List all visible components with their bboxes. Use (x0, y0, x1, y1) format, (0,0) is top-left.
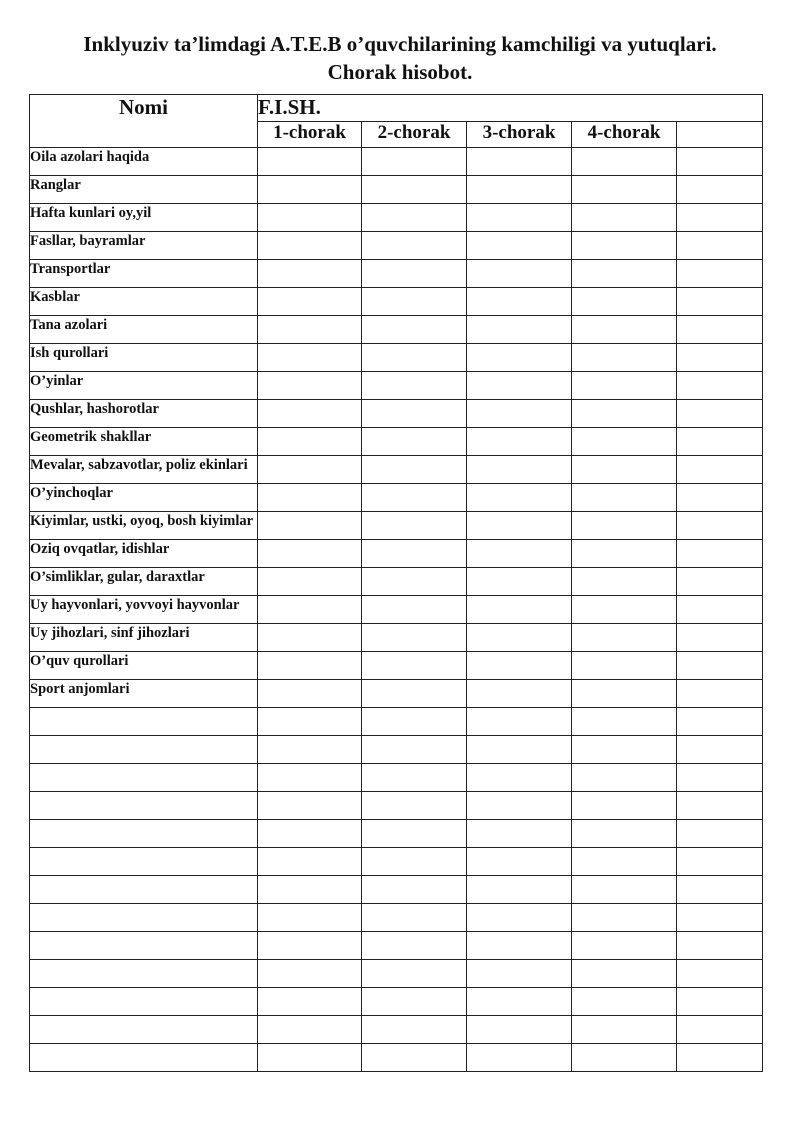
quarter-cell[interactable] (467, 876, 572, 904)
quarter-cell[interactable] (572, 400, 677, 428)
table-row (30, 960, 763, 988)
quarter-cell[interactable] (258, 148, 362, 176)
quarter-cell[interactable] (677, 316, 763, 344)
quarter-cell[interactable] (467, 204, 572, 232)
quarter-cell[interactable] (362, 652, 467, 680)
table-row (30, 372, 763, 400)
column-header-blank (677, 122, 763, 148)
quarter-cell[interactable] (467, 792, 572, 820)
quarter-cell[interactable] (572, 316, 677, 344)
quarter-cell[interactable] (258, 1044, 362, 1072)
quarter-cell[interactable] (677, 848, 763, 876)
quarter-cell[interactable] (677, 708, 763, 736)
quarter-cell[interactable] (362, 344, 467, 372)
quarter-cell[interactable] (677, 652, 763, 680)
quarter-cell[interactable] (258, 764, 362, 792)
quarter-cell[interactable] (258, 904, 362, 932)
quarter-cell[interactable] (362, 792, 467, 820)
quarter-cell[interactable] (362, 680, 467, 708)
quarter-cell[interactable] (362, 960, 467, 988)
report-table (29, 94, 763, 1072)
row-topic: O’quv qurollari (30, 652, 258, 680)
table-row (30, 288, 763, 316)
quarter-cell[interactable] (677, 428, 763, 456)
table-row (30, 512, 763, 540)
column-header-quarter-1: 1-chorak (258, 122, 362, 148)
quarter-cell[interactable] (572, 736, 677, 764)
quarter-cell[interactable] (572, 960, 677, 988)
header-row-1 (30, 95, 763, 122)
quarter-cell[interactable] (572, 568, 677, 596)
quarter-cell[interactable] (467, 848, 572, 876)
quarter-cell[interactable] (362, 848, 467, 876)
quarter-cell[interactable] (572, 372, 677, 400)
quarter-cell[interactable] (572, 848, 677, 876)
quarter-cell[interactable] (362, 904, 467, 932)
quarter-cell[interactable] (467, 680, 572, 708)
quarter-cell[interactable] (572, 764, 677, 792)
table-row (30, 428, 763, 456)
row-topic: Oila azolari haqida (30, 148, 258, 176)
quarter-cell[interactable] (677, 904, 763, 932)
quarter-cell[interactable] (258, 316, 362, 344)
quarter-cell[interactable] (362, 288, 467, 316)
table-row (30, 232, 763, 260)
quarter-cell[interactable] (467, 372, 572, 400)
quarter-cell[interactable] (467, 344, 572, 372)
quarter-cell[interactable] (467, 988, 572, 1016)
quarter-cell[interactable] (677, 960, 763, 988)
table-body (30, 148, 763, 1072)
quarter-cell[interactable] (362, 876, 467, 904)
quarter-cell[interactable] (467, 428, 572, 456)
quarter-cell[interactable] (362, 1044, 467, 1072)
column-header-quarter-3: 3-chorak (467, 122, 572, 148)
quarter-cell[interactable] (677, 568, 763, 596)
quarter-cell[interactable] (467, 624, 572, 652)
quarter-cell[interactable] (362, 764, 467, 792)
quarter-cell[interactable] (258, 344, 362, 372)
quarter-cell[interactable] (677, 1044, 763, 1072)
quarter-cell[interactable] (677, 876, 763, 904)
quarter-cell[interactable] (467, 232, 572, 260)
row-topic: O’yinlar (30, 372, 258, 400)
quarter-cell[interactable] (572, 540, 677, 568)
quarter-cell[interactable] (467, 960, 572, 988)
quarter-cell[interactable] (677, 148, 763, 176)
quarter-cell[interactable] (467, 708, 572, 736)
row-topic: Oziq ovqatlar, idishlar (30, 540, 258, 568)
table-row (30, 848, 763, 876)
quarter-cell[interactable] (258, 736, 362, 764)
quarter-cell[interactable] (467, 456, 572, 484)
table-row (30, 820, 763, 848)
row-topic (30, 932, 258, 960)
quarter-cell[interactable] (362, 260, 467, 288)
quarter-cell[interactable] (467, 596, 572, 624)
quarter-cell[interactable] (572, 204, 677, 232)
table-row (30, 204, 763, 232)
row-topic: Uy jihozlari, sinf jihozlari (30, 624, 258, 652)
quarter-cell[interactable] (362, 428, 467, 456)
quarter-cell[interactable] (467, 1044, 572, 1072)
table-row (30, 876, 763, 904)
quarter-cell[interactable] (467, 288, 572, 316)
quarter-cell[interactable] (258, 848, 362, 876)
row-topic (30, 792, 258, 820)
table-row (30, 400, 763, 428)
table-row (30, 540, 763, 568)
row-topic: Mevalar, sabzavotlar, poliz ekinlari (30, 456, 258, 484)
quarter-cell[interactable] (572, 260, 677, 288)
quarter-cell[interactable] (362, 484, 467, 512)
quarter-cell[interactable] (467, 316, 572, 344)
quarter-cell[interactable] (362, 148, 467, 176)
row-topic: Kiyimlar, ustki, oyoq, bosh kiyimlar (30, 512, 258, 540)
title-line-2: Chorak hisobot. (327, 60, 473, 84)
quarter-cell[interactable] (258, 260, 362, 288)
quarter-cell[interactable] (572, 232, 677, 260)
quarter-cell[interactable] (258, 596, 362, 624)
row-topic: Ranglar (30, 176, 258, 204)
row-topic (30, 764, 258, 792)
quarter-cell[interactable] (572, 456, 677, 484)
quarter-cell[interactable] (362, 988, 467, 1016)
quarter-cell[interactable] (467, 400, 572, 428)
quarter-cell[interactable] (362, 624, 467, 652)
quarter-cell[interactable] (467, 512, 572, 540)
quarter-cell[interactable] (572, 904, 677, 932)
row-topic: Fasllar, bayramlar (30, 232, 258, 260)
quarter-cell[interactable] (677, 1016, 763, 1044)
quarter-cell[interactable] (677, 400, 763, 428)
table-row (30, 316, 763, 344)
quarter-cell[interactable] (677, 344, 763, 372)
quarter-cell[interactable] (258, 988, 362, 1016)
quarter-cell[interactable] (572, 792, 677, 820)
row-topic: Uy hayvonlari, yovvoyi hayvonlar (30, 596, 258, 624)
quarter-cell[interactable] (362, 512, 467, 540)
row-topic: Kasblar (30, 288, 258, 316)
row-topic (30, 708, 258, 736)
quarter-cell[interactable] (362, 932, 467, 960)
quarter-cell[interactable] (572, 288, 677, 316)
quarter-cell[interactable] (677, 680, 763, 708)
quarter-cell[interactable] (677, 288, 763, 316)
quarter-cell[interactable] (677, 484, 763, 512)
row-topic: Ish qurollari (30, 344, 258, 372)
quarter-cell[interactable] (258, 876, 362, 904)
row-topic: Qushlar, hashorotlar (30, 400, 258, 428)
row-topic: Geometrik shakllar (30, 428, 258, 456)
quarter-cell[interactable] (258, 792, 362, 820)
quarter-cell[interactable] (572, 176, 677, 204)
row-topic (30, 1016, 258, 1044)
table-row (30, 764, 763, 792)
quarter-cell[interactable] (258, 1016, 362, 1044)
table-row (30, 1016, 763, 1044)
title-line-1: Inklyuziv ta’limdagi A.T.E.B o’quvchilarining kamchiligi va yutuqlari. (83, 32, 717, 56)
quarter-cell[interactable] (572, 1044, 677, 1072)
quarter-cell[interactable] (258, 652, 362, 680)
quarter-cell[interactable] (467, 652, 572, 680)
table-row (30, 1044, 763, 1072)
row-topic (30, 988, 258, 1016)
quarter-cell[interactable] (362, 820, 467, 848)
quarter-cell[interactable] (467, 484, 572, 512)
table-row (30, 904, 763, 932)
quarter-cell[interactable] (677, 204, 763, 232)
row-topic (30, 820, 258, 848)
row-topic (30, 848, 258, 876)
quarter-cell[interactable] (572, 876, 677, 904)
quarter-cell[interactable] (467, 1016, 572, 1044)
table-row (30, 260, 763, 288)
table-row (30, 568, 763, 596)
row-topic (30, 736, 258, 764)
table-row (30, 792, 763, 820)
quarter-cell[interactable] (258, 400, 362, 428)
row-topic (30, 1044, 258, 1072)
table-row (30, 624, 763, 652)
quarter-cell[interactable] (572, 512, 677, 540)
quarter-cell[interactable] (258, 568, 362, 596)
table-row (30, 708, 763, 736)
quarter-cell[interactable] (258, 820, 362, 848)
page-title (0, 30, 800, 86)
row-topic: Hafta kunlari oy,yil (30, 204, 258, 232)
quarter-cell[interactable] (572, 1016, 677, 1044)
quarter-cell[interactable] (258, 960, 362, 988)
row-topic (30, 904, 258, 932)
quarter-cell[interactable] (572, 932, 677, 960)
quarter-cell[interactable] (467, 568, 572, 596)
row-topic: O’simliklar, gular, daraxtlar (30, 568, 258, 596)
quarter-cell[interactable] (258, 484, 362, 512)
quarter-cell[interactable] (467, 260, 572, 288)
quarter-cell[interactable] (572, 708, 677, 736)
quarter-cell[interactable] (677, 596, 763, 624)
column-header-quarter-4: 4-chorak (572, 122, 677, 148)
quarter-cell[interactable] (677, 792, 763, 820)
quarter-cell[interactable] (362, 456, 467, 484)
quarter-cell[interactable] (467, 736, 572, 764)
quarter-cell[interactable] (362, 204, 467, 232)
quarter-cell[interactable] (467, 904, 572, 932)
quarter-cell[interactable] (677, 736, 763, 764)
table-row (30, 484, 763, 512)
quarter-cell[interactable] (677, 820, 763, 848)
quarter-cell[interactable] (362, 232, 467, 260)
quarter-cell[interactable] (362, 708, 467, 736)
quarter-cell[interactable] (362, 400, 467, 428)
quarter-cell[interactable] (362, 1016, 467, 1044)
quarter-cell[interactable] (258, 428, 362, 456)
quarter-cell[interactable] (258, 288, 362, 316)
row-topic (30, 960, 258, 988)
table-row (30, 932, 763, 960)
quarter-cell[interactable] (677, 988, 763, 1016)
quarter-cell[interactable] (258, 932, 362, 960)
quarter-cell[interactable] (362, 372, 467, 400)
quarter-cell[interactable] (677, 932, 763, 960)
quarter-cell[interactable] (258, 372, 362, 400)
quarter-cell[interactable] (258, 204, 362, 232)
table-row (30, 344, 763, 372)
quarter-cell[interactable] (677, 232, 763, 260)
table-row (30, 456, 763, 484)
quarter-cell[interactable] (677, 260, 763, 288)
quarter-cell[interactable] (572, 596, 677, 624)
quarter-cell[interactable] (362, 316, 467, 344)
quarter-cell[interactable] (258, 456, 362, 484)
quarter-cell[interactable] (362, 568, 467, 596)
quarter-cell[interactable] (362, 176, 467, 204)
table-row (30, 652, 763, 680)
row-topic: Tana azolari (30, 316, 258, 344)
quarter-cell[interactable] (677, 512, 763, 540)
quarter-cell[interactable] (467, 148, 572, 176)
quarter-cell[interactable] (467, 176, 572, 204)
table-row (30, 176, 763, 204)
row-topic: O’yinchoqlar (30, 484, 258, 512)
quarter-cell[interactable] (677, 764, 763, 792)
quarter-cell[interactable] (572, 344, 677, 372)
quarter-cell[interactable] (258, 512, 362, 540)
quarter-cell[interactable] (258, 540, 362, 568)
quarter-cell[interactable] (467, 764, 572, 792)
column-header-nomi: Nomi (30, 95, 258, 148)
quarter-cell[interactable] (258, 708, 362, 736)
quarter-cell[interactable] (362, 596, 467, 624)
table-row (30, 736, 763, 764)
quarter-cell[interactable] (677, 372, 763, 400)
quarter-cell[interactable] (677, 624, 763, 652)
table-row (30, 680, 763, 708)
quarter-cell[interactable] (572, 652, 677, 680)
quarter-cell[interactable] (677, 540, 763, 568)
quarter-cell[interactable] (258, 680, 362, 708)
quarter-cell[interactable] (572, 428, 677, 456)
quarter-cell[interactable] (677, 176, 763, 204)
quarter-cell[interactable] (258, 232, 362, 260)
table-row (30, 596, 763, 624)
quarter-cell[interactable] (467, 540, 572, 568)
quarter-cell[interactable] (572, 484, 677, 512)
quarter-cell[interactable] (362, 540, 467, 568)
quarter-cell[interactable] (572, 820, 677, 848)
column-header-quarter-2: 2-chorak (362, 122, 467, 148)
column-header-fish: F.I.SH. (258, 95, 763, 122)
table-row (30, 988, 763, 1016)
quarter-cell[interactable] (362, 736, 467, 764)
quarter-cell[interactable] (258, 176, 362, 204)
quarter-cell[interactable] (677, 456, 763, 484)
quarter-cell[interactable] (572, 988, 677, 1016)
quarter-cell[interactable] (572, 148, 677, 176)
quarter-cell[interactable] (467, 820, 572, 848)
row-topic: Transportlar (30, 260, 258, 288)
quarter-cell[interactable] (572, 624, 677, 652)
quarter-cell[interactable] (467, 932, 572, 960)
table-row (30, 148, 763, 176)
row-topic (30, 876, 258, 904)
quarter-cell[interactable] (572, 680, 677, 708)
row-topic: Sport anjomlari (30, 680, 258, 708)
quarter-cell[interactable] (258, 624, 362, 652)
